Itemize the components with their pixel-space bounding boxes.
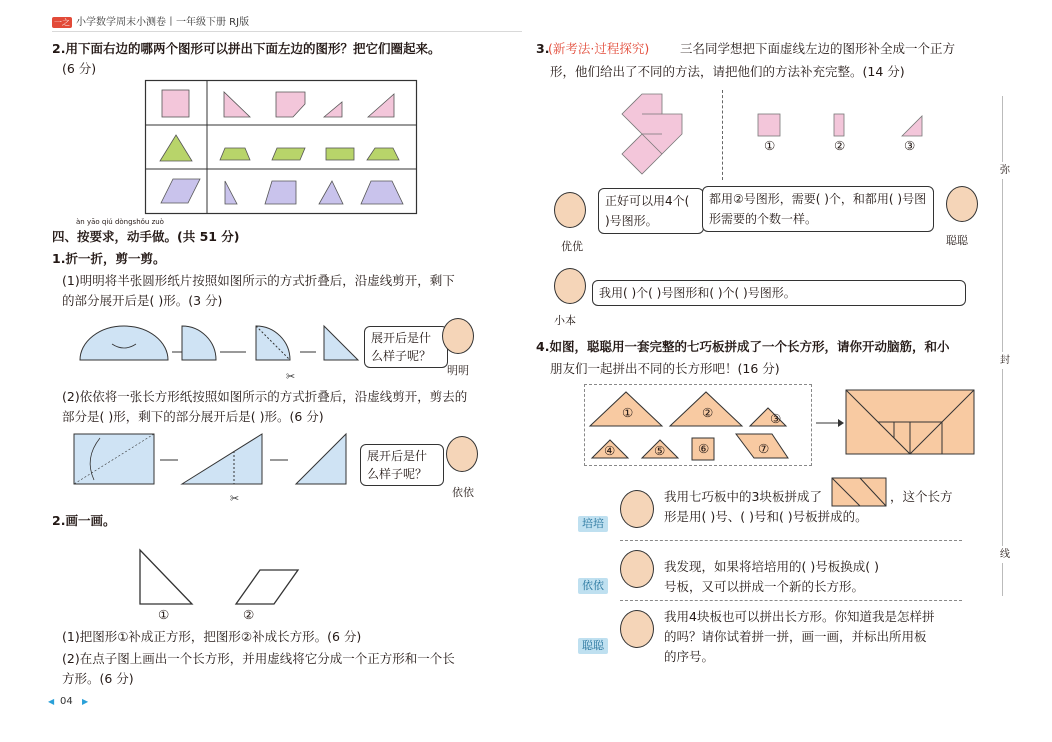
congcong2-line1: 我用4块板也可以拼出长方形。你知道我是怎样拼 xyxy=(664,609,935,624)
xiaoben-name: 小本 xyxy=(554,314,576,327)
fold-sequence-semicircle xyxy=(78,322,368,384)
tangram-label-4: ④ xyxy=(604,443,616,458)
mingming-avatar xyxy=(442,318,474,354)
yiyi2-line2: 号板，又可以拼成一个新的长方形。 xyxy=(664,579,865,594)
pink-pentagon xyxy=(276,92,305,117)
green-trapezoid xyxy=(220,148,250,160)
yiyi2-tag: 依依 xyxy=(578,578,608,594)
section4-title: 四、按要求，动手做。(共 51 分) xyxy=(52,229,240,244)
tangram-label-2: ② xyxy=(702,405,714,420)
draw-shapes xyxy=(136,548,306,608)
congcong2-tag: 聪聪 xyxy=(578,638,608,654)
header-badge: 一之 xyxy=(54,18,70,27)
congcong-avatar xyxy=(946,186,978,222)
fold-sequence-rectangle xyxy=(74,434,364,504)
yiyi2-avatar xyxy=(620,550,654,588)
purple-trapezoid-2 xyxy=(361,181,403,204)
svg-text:✂: ✂ xyxy=(286,370,296,383)
xiaoben-bubble: 我用( )个( )号图形和( )个( )号图形。 xyxy=(592,280,966,306)
divider-1 xyxy=(620,540,962,541)
mingming-name: 明明 xyxy=(447,364,469,377)
q4-1-p1-line1: (1)明明将半张圆形纸片按照如图所示的方式折叠后，沿虚线剪开，剩下 xyxy=(62,273,455,288)
margin-char-1: 弥 xyxy=(1000,162,1010,179)
arrow-to-rectangle xyxy=(816,418,844,428)
purple-triangle xyxy=(225,181,237,204)
green-triangle xyxy=(160,135,192,161)
q3-text-line2: 形，他们给出了不同的方法，请把他们的方法补充完整。(14 分) xyxy=(550,64,905,79)
tangram-label-7: ⑦ xyxy=(758,441,770,456)
q3-text-line1: 三名同学想把下面虚线左边的图形补全成一个正方 xyxy=(680,41,956,56)
q4-1-p2-line2: 部分是( )形，剩下的部分展开后是( )形。(6 分) xyxy=(62,409,324,424)
youyou-bubble: 正好可以用4个( )号图形。 xyxy=(598,188,704,234)
q3-piece-label-2: ② xyxy=(834,138,846,153)
pink-triangle-2 xyxy=(368,94,394,117)
svg-text:✂: ✂ xyxy=(230,492,240,505)
q3-number: 3. xyxy=(536,41,550,56)
purple-parallelogram xyxy=(161,179,200,203)
margin-char-2: 封 xyxy=(1000,352,1010,369)
peipei-line2: 形是用( )号、( )号和( )号板拼成的。 xyxy=(664,509,868,524)
q2-shape-table xyxy=(145,80,417,214)
q3-piece-shapes xyxy=(756,112,926,138)
yiyi-name: 依依 xyxy=(452,486,474,499)
draw-label-2: ② xyxy=(243,607,255,622)
tangram-label-3: ③ xyxy=(770,411,782,426)
header-title: 小学数学周末小测卷丨一年级下册 RJ版 xyxy=(76,17,250,28)
purple-triangle-2 xyxy=(319,181,343,204)
yiyi-avatar xyxy=(446,436,478,472)
peipei-rectangle xyxy=(832,478,888,508)
q2-text-line2: (6 分) xyxy=(62,61,97,76)
q4-1-p2-line1: (2)依依将一张长方形纸按照如图所示的方式折叠后，沿虚线剪开，剪去的 xyxy=(62,389,468,404)
congcong2-line3: 的序号。 xyxy=(664,649,715,664)
pink-small-triangle xyxy=(324,102,342,117)
tangram-rectangle xyxy=(846,390,976,458)
mingming-bubble: 展开后是什么样子呢？ xyxy=(364,326,448,368)
peipei-line1: 我用七巧板中的3块板拼成了 xyxy=(664,489,822,504)
congcong2-line2: 的吗？请你试着拼一拼，画一画，并标出所用板 xyxy=(664,629,927,644)
youyou-name: 优优 xyxy=(561,240,583,253)
q2-text-line1: 2.用下面右边的哪两个图形可以拼出下面左边的图形？把它们圈起来。 xyxy=(52,41,441,56)
youyou-avatar xyxy=(554,192,586,228)
tangram-label-1: ① xyxy=(622,405,634,420)
q3-puzzle-shape xyxy=(620,92,700,172)
q3-tag: (新考法·过程探究) xyxy=(548,41,650,56)
q4-2-title: 2.画一画。 xyxy=(52,513,116,528)
tangram-label-6: ⑥ xyxy=(698,441,710,456)
yiyi-bubble: 展开后是什么样子呢？ xyxy=(360,444,444,486)
section4-pinyin: àn yāo qiú dòngshǒu zuò xyxy=(76,218,164,226)
q4-1-title: 1.折一折，剪一剪。 xyxy=(52,251,166,266)
q4-2-line1: (1)把图形①补成正方形，把图形②补成长方形。(6 分) xyxy=(62,629,362,644)
margin-char-3: 线 xyxy=(1000,546,1010,563)
congcong-name: 聪聪 xyxy=(946,234,968,247)
header-divider xyxy=(52,31,522,32)
congcong-bubble: 都用②号图形，需要( )个，和都用( )号图形需要的个数一样。 xyxy=(702,186,934,232)
peipei-avatar xyxy=(620,490,654,528)
page-number: 04 xyxy=(60,696,73,707)
peipei-tag: 培培 xyxy=(578,516,608,532)
draw-label-1: ① xyxy=(158,607,170,622)
q4-4-text-line2: 朋友们一起拼出不同的长方形吧！(16 分) xyxy=(550,361,780,376)
peipei-line1b: ，这个长方 xyxy=(890,489,953,504)
q3-piece-label-1: ① xyxy=(764,138,776,153)
xiaoben-avatar xyxy=(554,268,586,304)
q4-2-line2: (2)在点子图上画出一个长方形，并用虚线将它分成一个正方形和一个长 xyxy=(62,651,455,666)
green-parallelogram xyxy=(272,148,305,160)
purple-trapezoid xyxy=(265,181,296,204)
divider-2 xyxy=(620,600,962,601)
q4-1-p1-line2: 的部分展开后是( )形。(3 分) xyxy=(62,293,223,308)
q3-dashed-divider xyxy=(722,90,724,180)
green-rectangle xyxy=(326,148,354,160)
green-trapezoid-2 xyxy=(367,148,399,160)
congcong2-avatar xyxy=(620,610,654,648)
q4-2-line3: 方形。(6 分) xyxy=(62,671,134,686)
tangram-label-5: ⑤ xyxy=(654,443,666,458)
pink-square xyxy=(162,90,189,117)
next-page-icon[interactable]: ▶ xyxy=(82,697,89,706)
prev-page-icon[interactable]: ◀ xyxy=(48,697,55,706)
pink-triangle xyxy=(224,92,250,117)
q3-piece-label-3: ③ xyxy=(904,138,916,153)
yiyi2-line1: 我发现，如果将培培用的( )号板换成( ) xyxy=(664,559,879,574)
q4-4-text-line1: 4.如图，聪聪用一套完整的七巧板拼成了一个长方形，请你开动脑筋，和小 xyxy=(536,339,950,354)
